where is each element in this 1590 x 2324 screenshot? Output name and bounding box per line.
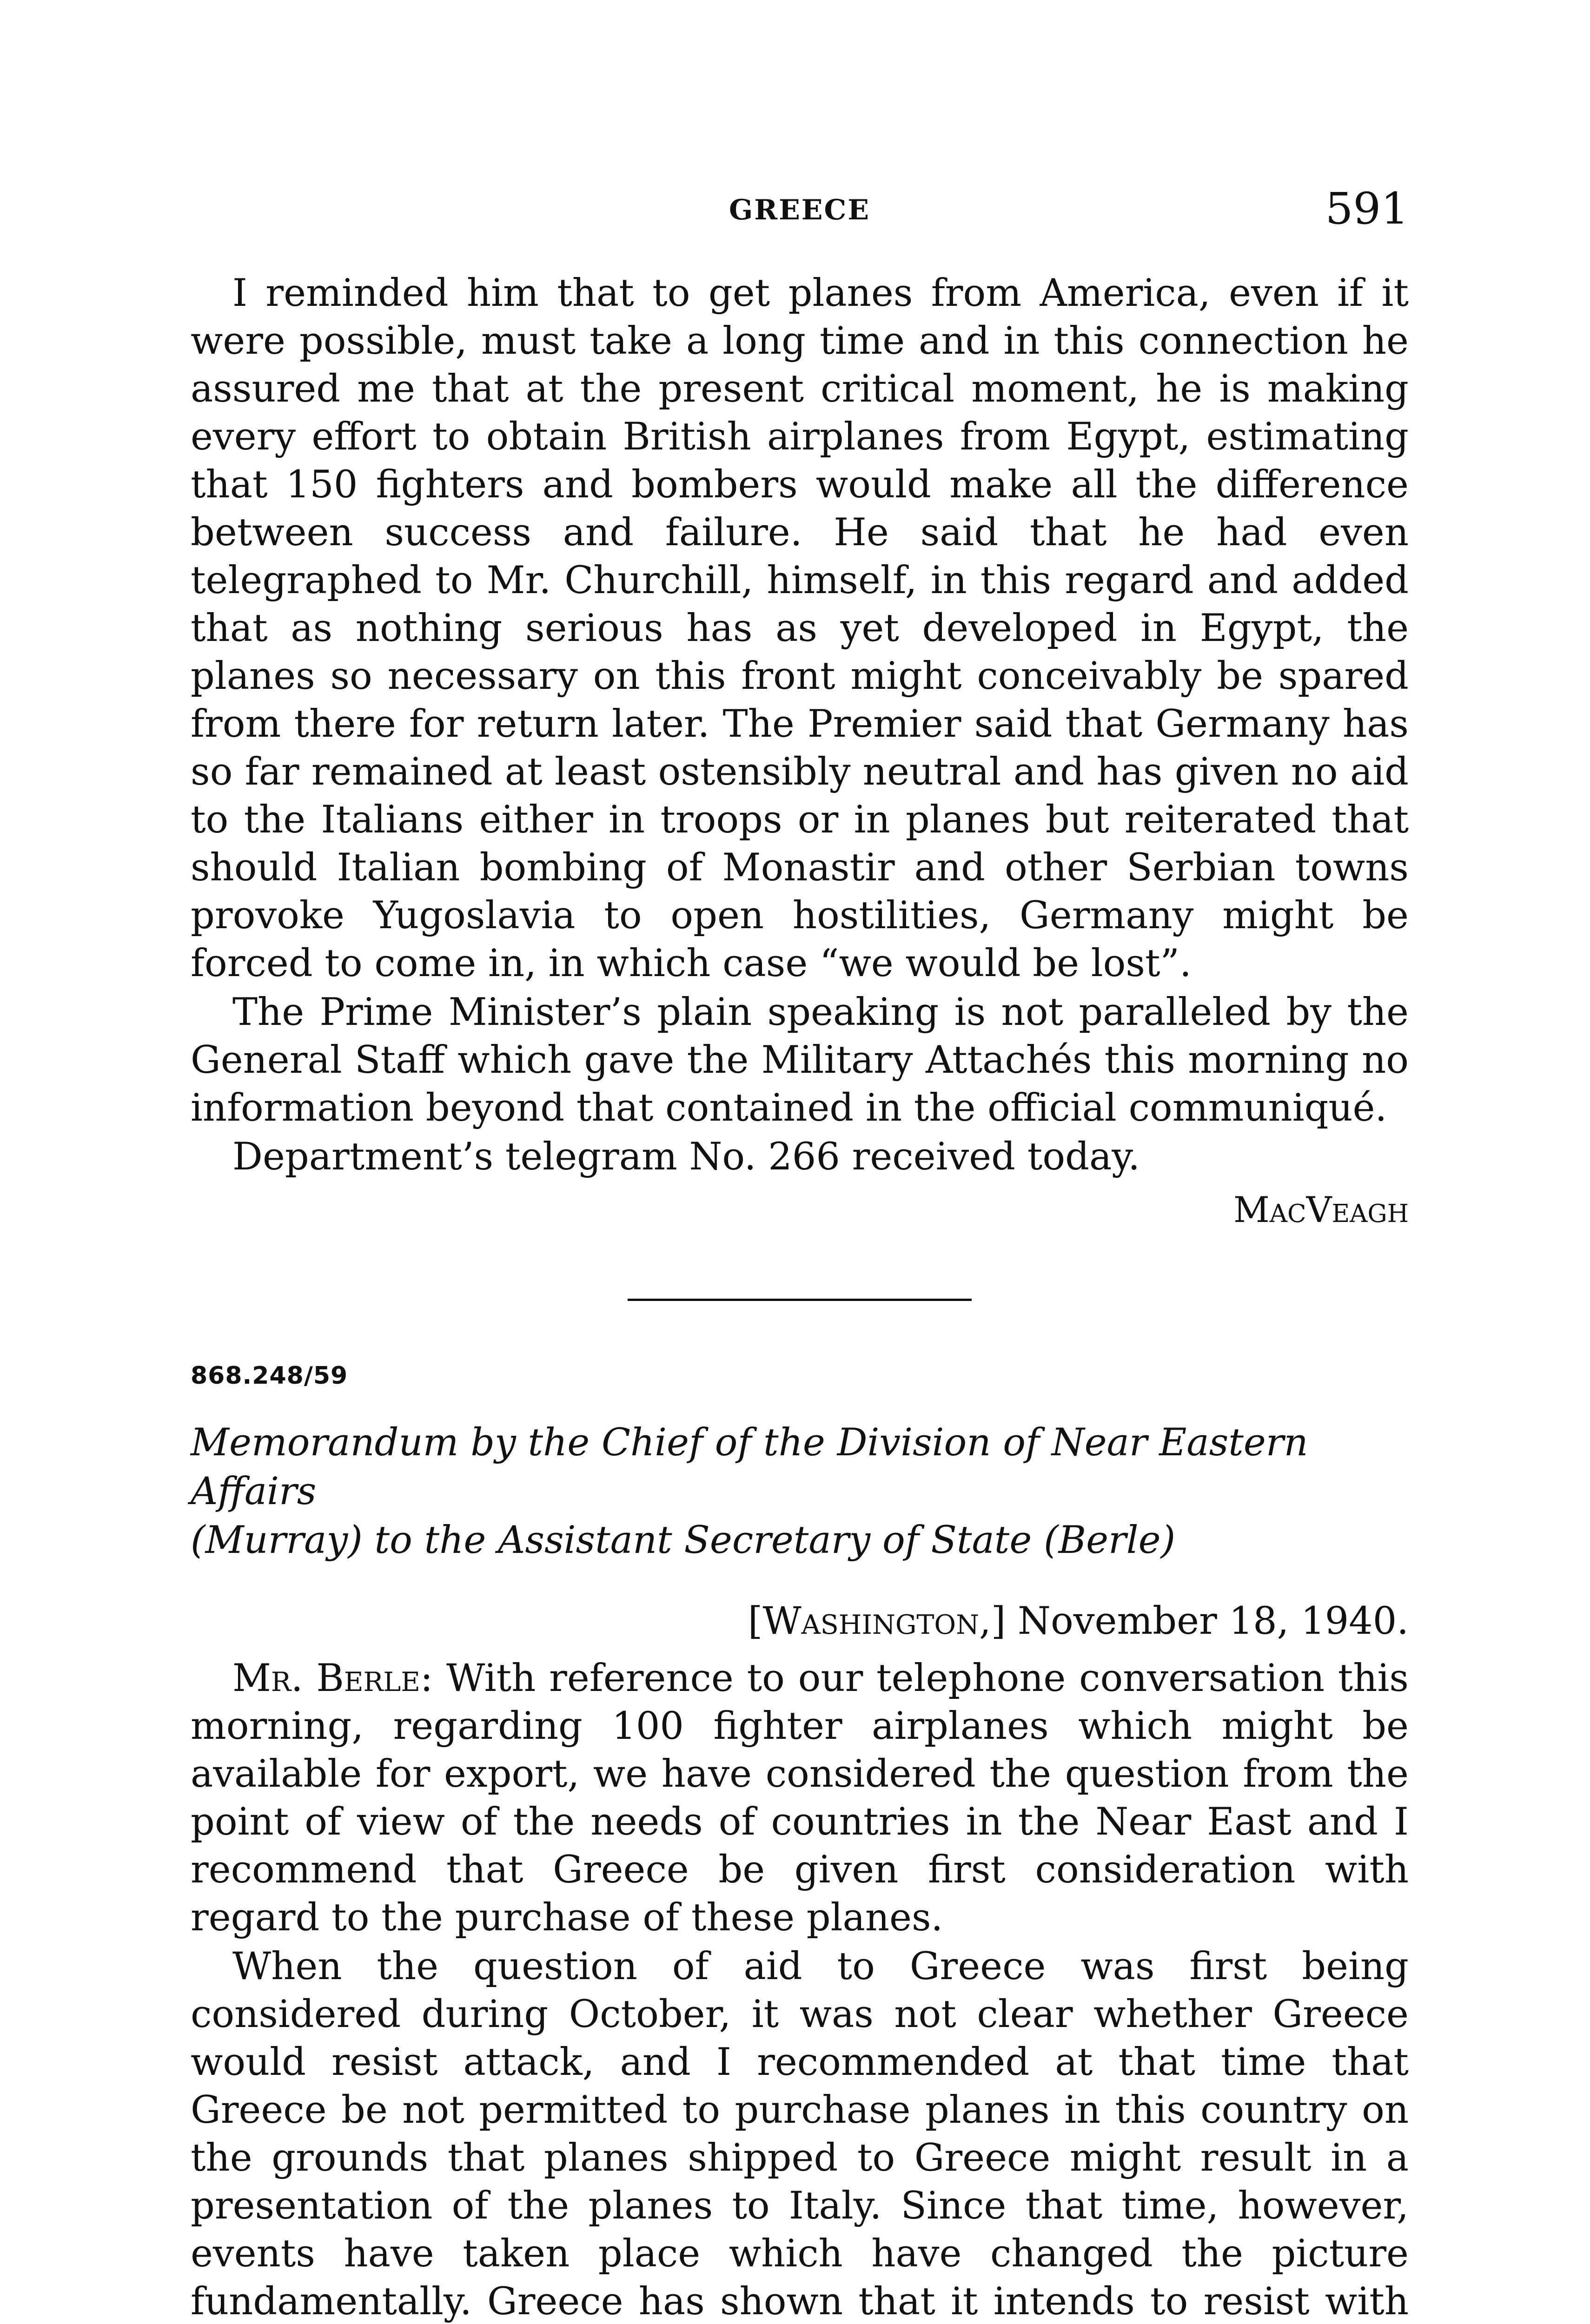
memo-paragraph-text: With reference to our telephone conversation this morning, regarding 100 fighter airplanes which might be available for export, we have considered the question from the point of view of the needs of countries in the Near East and I recommend that Greece be given first consideration with regard to the purchase of these planes. xyxy=(191,1657,1409,1940)
body-text xyxy=(191,270,1409,2324)
memo-paragraph-text: When the question of aid to Greece was first being considered during October, it was not clear whether Greece would resist attack, and I recommended at that time that Greece be not permitted to purchase planes in this country on the grounds that planes shipped to Greece might result in a presentation of the planes to Italy. Since that time, however, events have taken place which have changed the picture fundamentally. Greece has shown that it intends to resist with xyxy=(191,1945,1409,2324)
file-number: 868.248/59 xyxy=(191,1362,348,1390)
telegram-paragraph: I reminded him that to get planes from America, even if it were possible, must take a long time and in this connection he assured me that at the present critical moment, he is making every effort to obtain British airplanes from Egypt, estimating that 150 fighters and bombers would make all the difference between success and failure. He said that he had even telegraphed to Mr. Churchill, himself, in this regard and added that as nothing serious has as yet developed in Egypt, the planes so necessary on this front might conceivably be spared from there for return later. The Premier said that Germany has so far remained at least ostensibly neutral and has given no aid to the Italians either in troops or in planes but reiterated that should Italian bombing of Monastir and other Serbian towns provoke Yugoslavia to open hostilities, Germany might be forced to come in, in which case “we would be lost”. xyxy=(191,271,1409,985)
document-title-line: (Murray) to the Assistant Secretary of State (Berle) xyxy=(191,1519,1176,1562)
section-divider xyxy=(628,1299,972,1301)
running-head xyxy=(191,184,1409,249)
document-title-line: Memorandum by the Chief of the Division of Near Eastern Affairs xyxy=(191,1421,1308,1513)
signature: MacVeagh xyxy=(1233,1189,1409,1230)
memo-paragraph xyxy=(191,1655,1409,1942)
dateline xyxy=(191,1598,1409,1645)
salutation: Mr. Berle: xyxy=(232,1657,433,1700)
dateline-place: [Washington,] xyxy=(748,1599,1006,1643)
running-title: GREECE xyxy=(729,194,871,226)
page-number: 591 xyxy=(1325,184,1409,234)
telegram-paragraph: Department’s telegram No. 266 received today. xyxy=(232,1135,1140,1179)
memo-paragraph xyxy=(191,1943,1409,2324)
telegram-paragraph: The Prime Minister’s plain speaking is not paralleled by the General Staff which gave the Military Attachés this morning no information beyond that contained in the official communiqué. xyxy=(191,990,1409,1130)
dateline-date: November 18, 1940. xyxy=(1018,1599,1409,1643)
